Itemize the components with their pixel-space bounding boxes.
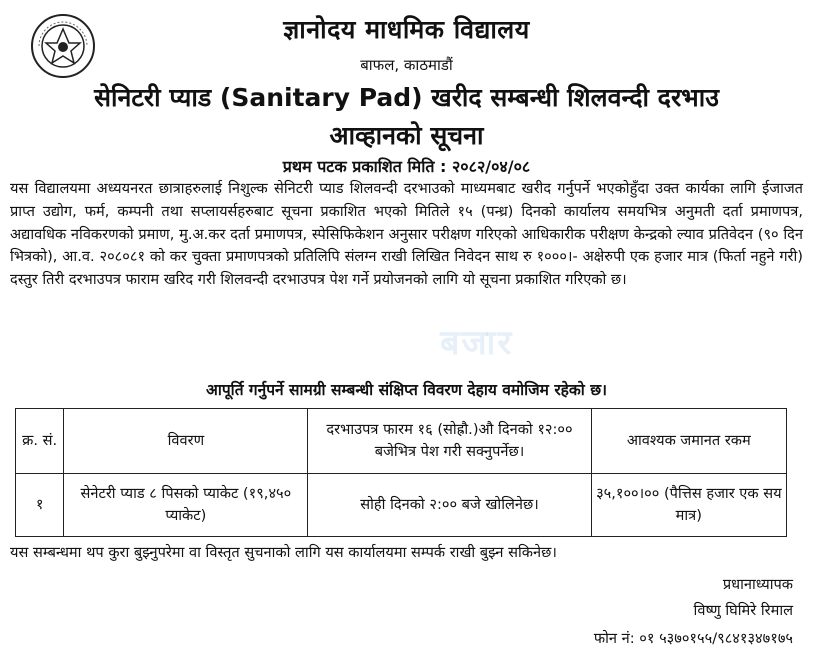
watermark: बजार [440, 323, 514, 363]
cell-serial: १ [16, 474, 64, 537]
published-date: प्रथम पटक प्रकाशित मिति : २०८२/०४/०८ [282, 157, 531, 176]
school-name: ज्ञानोदय माधमिक विद्यालय [283, 15, 530, 44]
contact-phone: फोन नं: ०१ ५३७०१५५/९८४१३४७१७५ [593, 630, 793, 647]
header-description: विवरण [64, 409, 308, 474]
cell-deposit: ३५,१००।०० (पैत्तिस हजार एक सय मात्र) [591, 474, 786, 537]
header-deposit: आवश्यक जमानत रकम [591, 409, 786, 474]
signatory-name: विष्णु घिमिरे रिमाल [693, 602, 793, 619]
items-intro: आपूर्ति गर्नुपर्ने सामग्री सम्बन्धी संक्षिप्त विवरण देहाय वमोजिम रहेको छ। [206, 381, 607, 399]
notice-title-line1: सेनिटरी प्याड (Sanitary Pad) खरीद सम्बन्धी शिलवन्दी दरभाउ [94, 83, 719, 112]
notice-title-line2: आव्हानको सूचना [329, 121, 484, 150]
table-row [16, 474, 787, 537]
notice-body: यस विद्यालयमा अध्ययनरत छात्राहरुलाई निशुल्क सेनिटरी प्याड शिलवन्दी दरभाउको माध्यमबाट खरीद गर्नुपर्ने भएकोहुँदा उक्त कार्यका लागि ईजाजत प्राप्त उद्योग, फर्म, कम्पनी तथा सप्लायर्सहरुबाट सूचना प्रकाशित भएको मितिले १५ (पन्ध्र) दिनको कार्यालय समयभित्र अनुमती दर्ता प्रमाणपत्र, अद्यावधिक नविकरणको प्रमाण, मु.अ.कर दर्ता प्रमाणपत्र, स्पेसिफिकेशन अनुसार परीक्षण गरिएको आधिकारीक परीक्षण केन्द्रको ल्याव प्रतिवेदन (९० दिन भित्रको), आ.व. २०८०८१ को कर चुक्ता प्रमाणपत्रको प्रतिलिपि संलग्न राखी लिखित निवेदन साथ रु १०००।- अक्षेरुपी एक हजार मात्र (फिर्ता नहुने गरी) दस्तुर तिरी दरभाउपत्र फाराम खरिद गरी शिलवन्दी दरभाउपत्र पेश गर्ने प्रयोजनको लागि यो सूचना प्रकाशित गरिएको छ। [10, 180, 803, 289]
signatory-designation: प्रधानाध्यापक [722, 576, 793, 593]
table-header-row [16, 409, 787, 474]
school-address: बाफल, काठमाडौं [360, 56, 453, 74]
items-table [15, 408, 787, 537]
header-serial: क्र. सं. [16, 409, 64, 474]
cell-description: सेनेटरी प्याड ८ पिसको प्याकेट (१९,४५० प्याकेट) [64, 474, 308, 537]
cell-opening: सोही दिनको २:०० बजे खोलिनेछ। [308, 474, 591, 537]
footer-note: यस सम्बन्धमा थप कुरा बुझ्नुपरेमा वा विस्तृत सुचनाको लागि यस कार्यालयमा सम्पर्क राखी बुझ्न सकिनेछ। [10, 544, 557, 561]
header-form-deadline: दरभाउपत्र फारम १६ (सोह्रौ.)औ दिनको १२:०० बजेभित्र पेश गरी सक्नुपर्नेछ। [308, 409, 591, 474]
